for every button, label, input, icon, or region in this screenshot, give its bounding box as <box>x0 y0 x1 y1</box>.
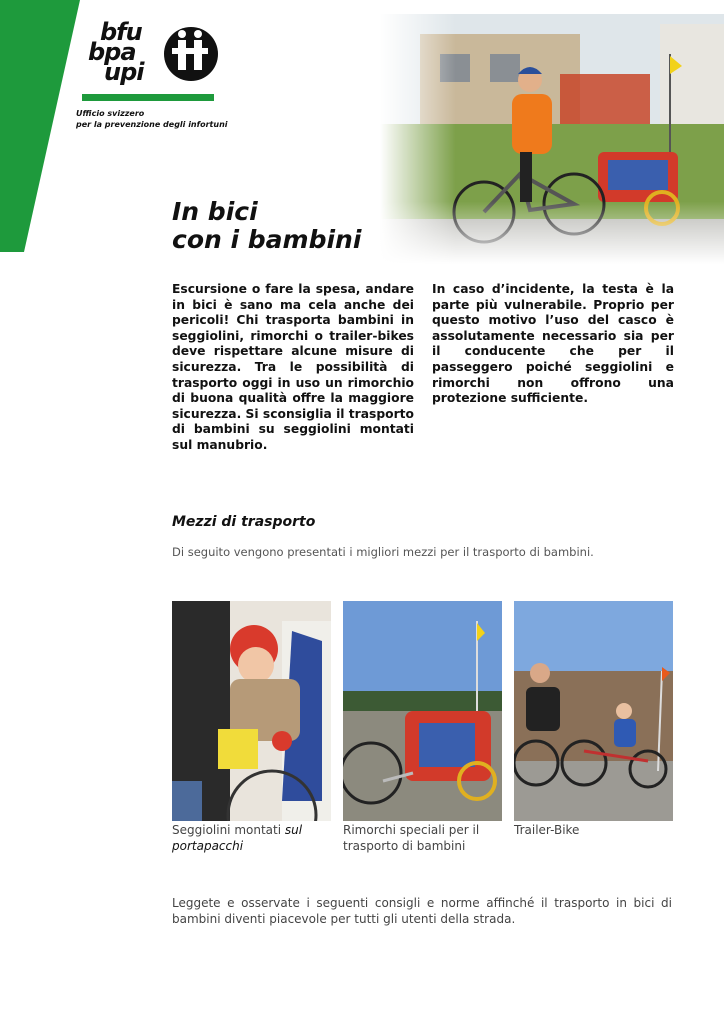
logo-line-1: bfu <box>100 18 142 46</box>
title-line-2: con i bambini <box>172 225 362 254</box>
photo-rear-child-seat <box>172 601 331 821</box>
caption-rear-seat <box>172 823 330 854</box>
caption-rear-seat-italic: sul portapacchi <box>172 823 303 853</box>
logo-line-3: upi <box>104 58 144 86</box>
page-title <box>172 198 361 254</box>
logo-line-2: bpa <box>88 38 136 66</box>
organisation-name <box>76 108 228 130</box>
hero-photo-cyclist-with-trailer <box>380 14 724 264</box>
photo-bike-trailer <box>343 601 502 821</box>
intro-paragraph-right: In caso d’incidente, la testa è la parte più vulnerabile. Proprio per questo motivo l’uso del casco è assolutamente necessario sia per il conducente che per il passeggero poiché seggiolini e rimorchi non offrono una protezione sufficiente. <box>432 282 674 406</box>
org-name-line-1: Ufficio svizzero <box>76 109 145 118</box>
intro-paragraph-left: Escursione o fare la spesa, andare in bici è sano ma cela anche dei pericoli! Chi trasporta bambini in seggiolini, rimorchi o trailer-bikes deve rispettare alcune misure di sicurezza. Tra le possibilità di trasporto oggi in uso un rimorchio di buona qualità offre la maggiore sicurezza. Si sconsiglia il trasporto di bambini su seggiolini montati sul manubrio. <box>172 282 414 452</box>
photo-trailer-bike <box>514 601 673 821</box>
green-wedge-decoration <box>0 0 80 260</box>
section-heading: Mezzi di trasporto <box>172 514 316 530</box>
logo-wordmark <box>88 18 158 86</box>
bfu-logo-icon <box>158 24 222 84</box>
section-intro-text: Di seguito vengono presentati i migliori mezzi per il trasporto di bambini. <box>172 545 594 559</box>
closing-paragraph: Leggete e osservate i seguenti consigli e norme affinché il trasporto in bici di bambini diventi piacevole per tutti gli utenti della strada. <box>172 896 672 926</box>
caption-trailer: Rimorchi speciali per il trasporto di bambini <box>343 823 480 853</box>
caption-rear-seat-plain: Seggiolini montati <box>172 823 285 837</box>
caption-trailer-bike: Trailer-Bike <box>514 823 580 837</box>
title-line-1: In bici <box>172 197 258 226</box>
logo-green-bar <box>82 94 214 101</box>
org-name-line-2: per la prevenzione degli infortuni <box>76 120 228 129</box>
